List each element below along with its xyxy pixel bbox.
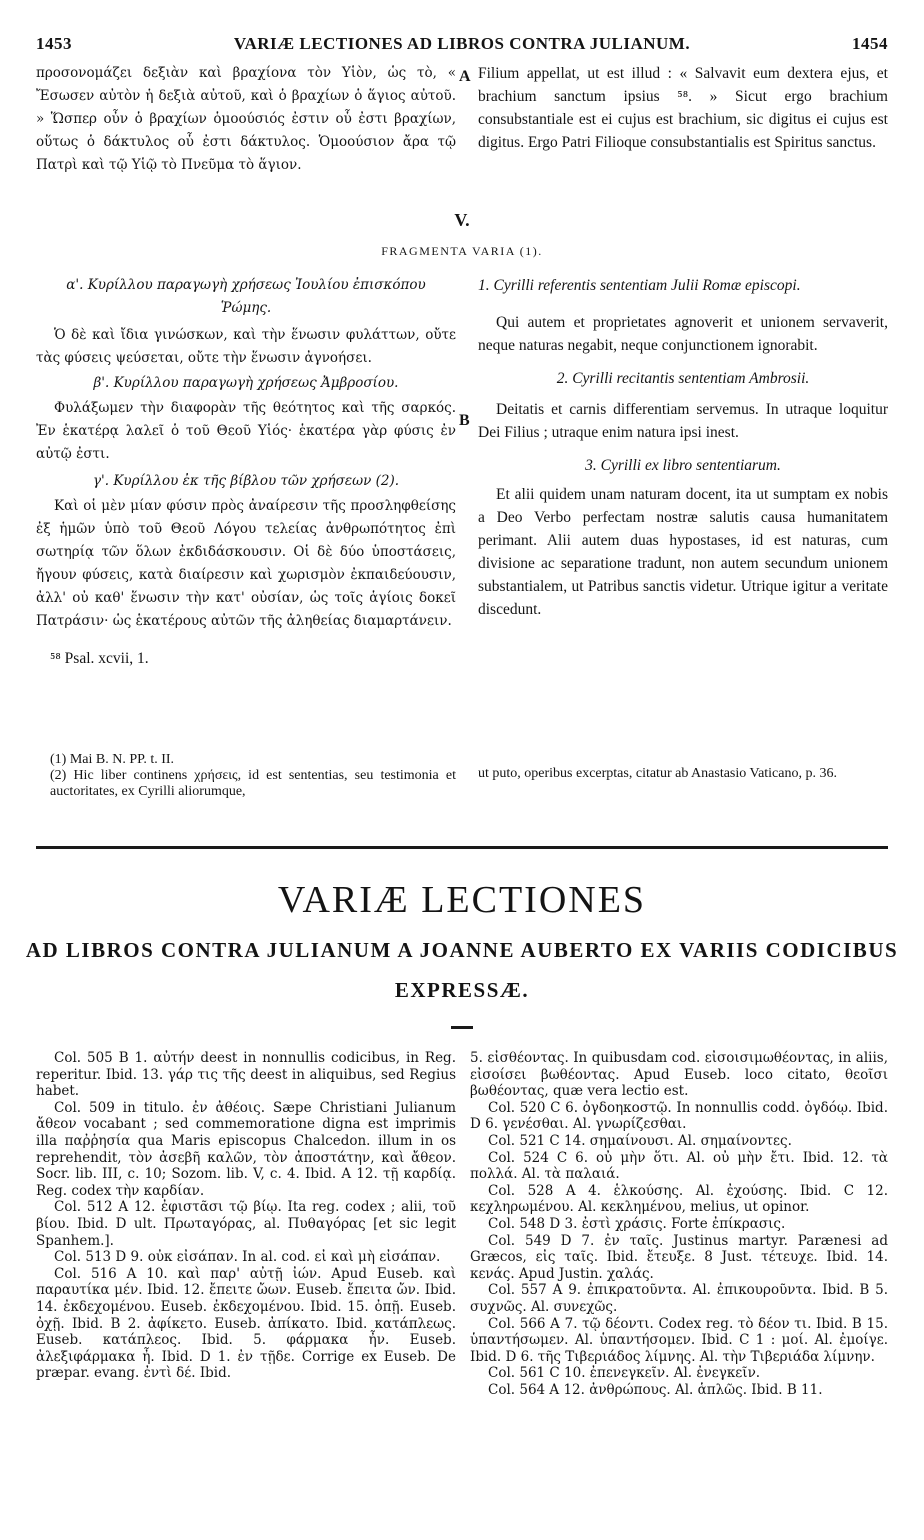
variant-entry: Col. 513 D 9. οὐκ εἰσάπαν. In al. cod. εἰ καὶ μὴ εἰσάπαν. [54,1249,441,1266]
section-divider [36,846,888,849]
fragment-heading-1-latin: 1. Cyrilli referentis sententiam Julii Romæ episcopi. [478,277,801,294]
fragment-text-2-greek: Φυλάξωμεν τὴν διαφορὰν τῆς θεότητος καὶ τῆς σαρκός. Ἐν ἑκατέρᾳ λαλεῖ ὁ τοῦ Θεοῦ Υἱός· ἑκατέρα γὰρ φύσις ἐν αὐτῷ ἐστι. [36,400,456,462]
main-subtitle: AD LIBROS CONTRA JULIANUM A JOANNE AUBERTO EX VARIIS CODICIBUS [25,938,899,962]
variant-entry: Col. 561 C 10. ἐπενεγκεῖν. Al. ἐνεγκεῖν. [488,1365,761,1382]
section-numeral: V. [454,210,470,230]
running-header [0,34,924,58]
footnotes-left [36,752,456,800]
top-latin-column [478,62,888,154]
margin-letter-a: A [459,68,471,85]
fragment-text-3-latin: Et alii quidem unam naturam docent, ita ut sumptam ex nobis a Deo Verbo perfectam nostræ salutis causa humanitatem perimant. Alii autem duas hypostases, id est naturas, cum divisione ac separatione tradunt, non autem secundum unionem substantialem, ut Patribus sanctis videtur. Utrique igitur a veritate discedunt. [478,486,888,618]
variant-entry: Col. 512 A 12. ἐφιστᾶσι τῷ βίῳ. Ita reg. codex ; alii, τοῦ βίου. Ibid. D ult. Πρωταγόρας, al. Πυθαγόρας [et sic legit Spanhem.]. [36,1199,456,1249]
footnote-2-continued: ut puto, operibus excerptas, citatur ab Anastasio Vaticano, p. 36. [478,766,837,781]
fragment-heading-3-latin: 3. Cyrilli ex libro sententiarum. [585,457,781,474]
psalm-reference: ⁵⁸ Psal. xcvii, 1. [50,650,149,667]
fragments-greek-column [36,274,456,670]
fragment-heading-2-greek: β'. Κυρίλλου παραγωγὴ χρήσεως Ἀμβροσίου. [93,375,399,391]
fragment-text-1-latin: Qui autem et proprietates agnoverit et unionem servaverit, neque naturas negabit, neque conjunctionem ignorabit. [478,314,888,354]
variant-entry: Col. 566 A 7. τῷ δέοντι. Codex reg. τὸ δέον τι. Ibid. B 15. ὑπαντήσωμεν. Al. ὑπαντήσομεν. Ibid. C 1 : μοί. Al. ἐμοίγε. Ibid. D 6. τῆς Τιβεριάδος λίμνης. Al. τὴν Τιβεριάδα λίμνην. [470,1315,888,1365]
title-dash [451,1026,473,1029]
running-title: VARIÆ LECTIONES AD LIBROS CONTRA JULIANUM. [233,34,691,53]
margin-letter-b: B [459,412,470,429]
footnote-1: (1) Mai B. N. PP. t. II. [50,752,175,767]
variant-entry: Col. 520 C 6. ὀγδοηκοστῷ. In nonnullis codd. ὀγδόῳ. Ibid. D 6. γενέσθαι. Al. γνωρίζεσθαι. [470,1099,888,1133]
fragment-text-1-greek: Ὁ δὲ καὶ ἴδια γινώσκων, καὶ τὴν ἕνωσιν φυλάττων, οὔτε τὰς φύσεις ψεύσεται, οὔτε τὴν ἕνωσιν ἀγνοήσει. [36,327,456,366]
footnote-2: (2) Hic liber continens χρήσεις, id est sententias, seu testimonia et auctoritates, ex Cyrilli aliorumque, [50,768,456,799]
variant-entry: Col. 521 C 14. σημαίνουσι. Al. σημαίνοντες. [488,1132,792,1149]
variant-entry: Col. 548 D 3. ἐστὶ χράσις. Forte ἐπίκρασις. [488,1215,786,1232]
variants-left-column [36,1050,456,1382]
variants-right-column [470,1050,888,1398]
fragment-heading-2-latin: 2. Cyrilli recitantis sententiam Ambrosii. [556,370,810,387]
variant-entry: Col. 528 A 4. ἑλκούσης. Al. ἐχούσης. Ibid. C 12. κεχληρωμένου. Al. κεκλημένου, melius, ut opinor. [470,1182,888,1216]
footnotes-right [478,766,888,782]
fragments-latin-column [478,274,888,621]
page-number-right: 1454 [852,34,888,53]
variant-entry: Col. 505 B 1. αὐτήν deest in nonnullis codicibus, in Reg. reperitur. Ibid. 13. γάρ τις τῆς deest in aliquibus, sed Regius habet. [36,1050,456,1100]
main-title: VARIÆ LECTIONES [277,879,647,921]
top-greek-paragraph: προσονομάζει δεξιὰν καὶ βραχίονα τὸν Υἱὸν, ὡς τὸ, « Ἔσωσεν αὐτὸν ἡ δεξιὰ αὐτοῦ, καὶ ὁ βραχίων ὁ ἅγιος αὐτοῦ. » Ὥσπερ οὖν ὁ βραχίων ὁμοούσιός ἐστιν οὗ ἐστι βραχίων, οὕτως ὁ δάκτυλος οὗ ἐστι δάκτυλος. Ὁμοούσιον ἄρα τῷ Πατρὶ καὶ τῷ Υἱῷ τὸ Πνεῦμα τὸ ἅγιον. [36,65,456,173]
fragment-text-3-greek: Καὶ οἱ μὲν μίαν φύσιν πρὸς ἀναίρεσιν τῆς προσληφθείσης ἐξ ἡμῶν ὑπὸ τοῦ Θεοῦ Λόγου τελείας ἀνθρωπότητος ἐπὶ σωτηρίᾳ τῶν ὅλων ἐκδιδάσκουσιν. Οἱ δὲ δύο ὑποστάσεις, ἤγουν φύσεις, κατὰ διαίρεσιν καὶ χωρισμὸν ἐκπαιδεύουσιν, ἀλλ' οὐ καθ' ἕνωσιν τὴν κατ' οὐσίαν, ὡς τοῖς ἁγίοις δοκεῖ Πατράσιν· ὡς ἑκατέρους αὐτῶν τῆς ἀληθείας διαμαρτάνειν. [36,498,456,629]
section-heading: FRAGMENTA VARIA (1). [381,244,543,258]
fragment-text-2-latin: Deitatis et carnis differentiam servemus. In utraque loquitur Dei Filius ; utraque enim natura ipsi inest. [478,401,888,441]
variant-entry: Col. 524 C 6. οὐ μὴν ὅτι. Al. οὐ μὴν ἔτι. Ibid. 12. τὰ πολλά. Al. τὰ παλαιά. [470,1149,888,1183]
page-number-left: 1453 [36,34,72,53]
variant-entry: Col. 516 A 10. καὶ παρ' αὐτῇ ἰών. Apud Euseb. καὶ παραυτίκα μέν. Ibid. 12. ἔπειτε ὤων. Euseb. ἔπειτα ὤν. Ibid. 14. ἐκδεχομένου. Euseb. ἐκδεχομένου. Ibid. 15. ὀπῇ. Euseb. ὀχῇ. Ibid. B 2. ἀφίκετο. Euseb. ἀπίκατο. Ibid. κατάπλεως. Euseb. κατάπλεος. Ibid. 5. φάρμακα ἦν. Euseb. ἀλεξιφάρμακα ἦ. Ibid. D 1. ἐν τῇδε. Corrige ex Euseb. De præpar. evang. ἐντὶ δέ. Ibid. [36,1265,456,1382]
fragment-heading-1-greek: α'. Κυρίλλου παραγωγὴ χρήσεως Ἰουλίου ἐπισκόπου Ῥώμης. [66,277,426,316]
variant-entry: Col. 549 D 7. ἐν ταῖς. Justinus martyr. Parænesi ad Græcos, εἰς ταῖς. Ibid. ἔτευξε. 8 Just. τέτευχε. Ibid. 14. κενάς. Apud Justin. χαλάς. [470,1232,888,1282]
top-greek-column [36,62,456,177]
fragment-heading-3-greek: γ'. Κυρίλλου ἐκ τῆς βίβλου τῶν χρήσεων (2). [92,473,400,489]
variant-entry: Col. 564 A 12. ἀνθρώπους. Al. ἁπλῶς. Ibid. B 11. [488,1381,823,1398]
variant-entry: Col. 557 A 9. ἐπικρατοῦντα. Al. ἐπικουροῦντα. Ibid. B 5. συχνῶς. Al. συνεχῶς. [470,1282,888,1315]
top-latin-paragraph: Filium appellat, ut est illud : « Salvavit eum dextera ejus, et brachium sanctum ipsius ⁵⁸. » Sicut ergo brachium consubstantiale est ei cujus est brachium, sic digitus ei cujus est digitus. Ergo Patri Filioque consubstantialis est Spiritus sanctus. [478,65,888,151]
variant-entry: 5. εἰσθέοντας. In quibusdam cod. εἰσοισιμωθέοντας, in aliis, εἰσοίσει βωθέοντας. Apud Euseb. loco citato, θεοῖσι βωθέοντας, quæ vera lectio est. [470,1050,888,1100]
main-subtitle-continued: EXPRESSÆ. [394,978,530,1002]
variant-entry: Col. 509 in titulo. ἐν ἀθέοις. Sæpe Christiani Julianum ἄθεον vocabant ; sed commemoratione digna est imprimis illa παῤῥησία qua Maris episcopus Chalcedon. illum in os reprehendit, τὸν ἀσεβῆ καλῶν, τὸν ἀποστάτην, καὶ ἄθεον. Socr. lib. III, c. 10; Sozom. lib. V, c. 4. Ibid. A 12. τῇ καρδίᾳ. Reg. codex τὴν καρδίαν. [36,1099,456,1199]
